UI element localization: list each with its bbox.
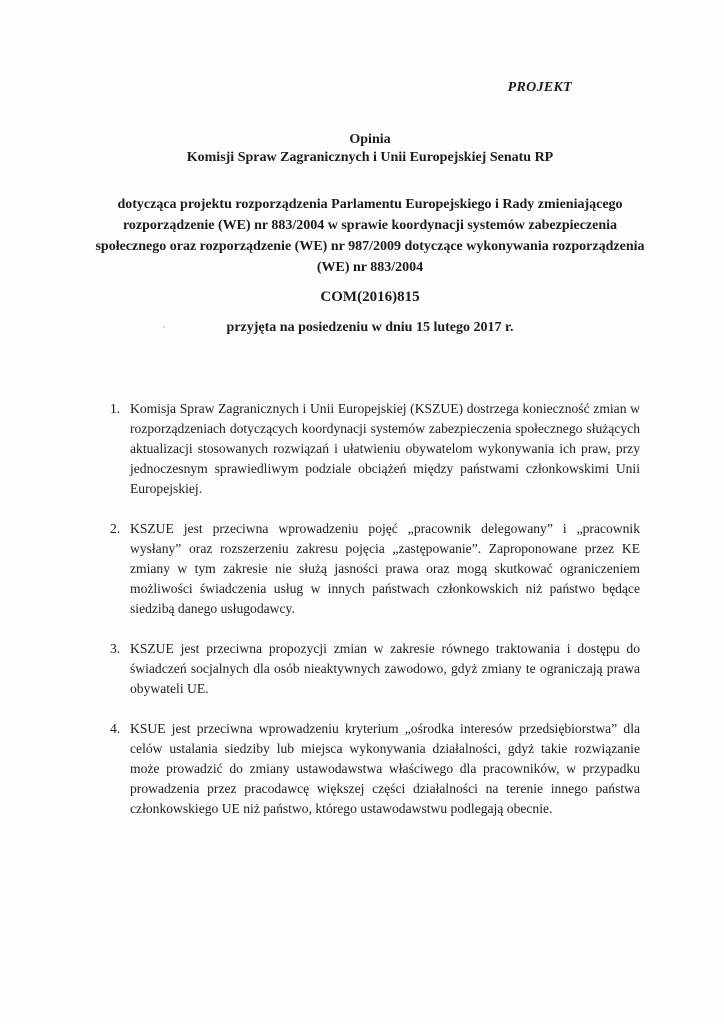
list-item [110,519,640,619]
adoption-date-line: przyjęta na posiedzeniu w dniu 15 lutego 2017 r. [226,320,514,335]
item-text: KSZUE jest przeciwna propozycji zmian w zakresie równego traktowania i dostępu do świadczeń socjalnych dla osób nieaktywnych zawodowo, gdyż zmiany te ograniczają prawa obywateli UE. [130,641,640,696]
list-item [110,639,640,699]
item-text: KSUE jest przeciwna wprowadzeniu kryterium „ośrodka interesów przedsiębiorstwa” dla celów ustalania siedziby lub miejsca wykonywania działalności, gdyż takie rozwiązanie może prowadzić do zmiany ustawodawstwa właściwego dla pracowników, w przypadku prowadzenia przez pracodawcę większej części działalności na terenie innego państwa członkowskiego UE niż państwo, którego ustawodawstwu podlegają obecnie. [130,721,640,816]
item-number: 2. [110,521,121,536]
document-title: Opinia [349,132,391,147]
document-subject: dotycząca projektu rozporządzenia Parlamentu Europejskiego i Rady zmieniającego rozporządzenie (WE) nr 883/2004 w sprawie koordynacji systemów zabezpieczenia społecznego oraz rozporządzenie (WE) nr 987/2009 dotyczące wykonywania rozporządzenia (WE) nr 883/2004 [95,197,645,275]
item-number: 1. [110,401,121,416]
item-text: KSZUE jest przeciwna wprowadzeniu pojęć „pracownik delegowany” i „pracownik wysłany” oraz rozszerzeniu zakresu pojęcia „zastępowanie”. Zaproponowane przez KE zmiany w tym zakresie nie służą jasności prawa oraz mogą skutkować ograniczeniem możliwości świadczenia usług w innych państwach członkowskich niż państwo będące siedzibą danego usługodawcy. [130,521,640,616]
item-text: Komisja Spraw Zagranicznych i Unii Europejskiej (KSZUE) dostrzega konieczność zmian w rozporządzeniach dotyczących koordynacji systemów zabezpieczenia społecznego służących aktualizacji stosowanych rozwiązań i ułatwieniu obywatelom wykonywania ich praw, przy jednoczesnym sprawiedliwym podziale obciążeń między państwami członkowskimi Unii Europejskiej. [130,401,640,496]
list-item [110,399,640,499]
com-reference: COM(2016)815 [320,289,420,305]
opinion-points-list [110,399,640,839]
committee-name: Komisji Spraw Zagranicznych i Unii Europejskiej Senatu RP [186,150,554,165]
item-number: 3. [110,641,121,656]
item-number: 4. [110,721,121,736]
draft-label: PROJEKT [507,80,572,95]
list-item [110,719,640,819]
